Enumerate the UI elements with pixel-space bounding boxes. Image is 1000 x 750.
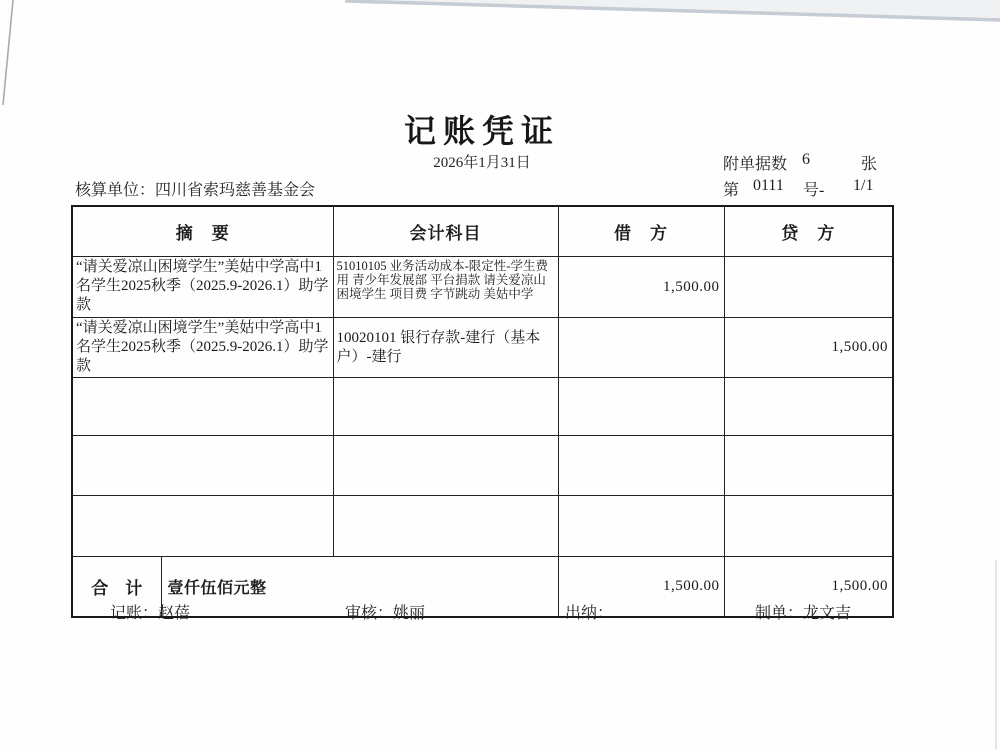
debit-cell: 1,500.00 <box>558 257 724 318</box>
account-cell: 51010105 业务活动成本-限定性-学生费用 青少年发展部 平台捐款 请关爱凉山困境学生 项目费 字节跳动 美姑中学 <box>333 257 558 318</box>
voucher-number: 0111 <box>753 177 784 194</box>
debit-cell <box>558 318 724 378</box>
voucher-number-prefix: 第 <box>723 182 740 199</box>
debit-cell <box>558 436 724 496</box>
total-amount-in-words: 壹仟伍佰元整 <box>161 557 558 618</box>
entry-row-empty <box>72 378 893 436</box>
signature-footer <box>0 600 1000 622</box>
reviewer-label: 审核： <box>345 605 394 622</box>
credit-cell <box>724 436 893 496</box>
bookkeeper-name: 赵蓓 <box>158 605 191 622</box>
attachment-count-unit: 张 <box>861 156 878 173</box>
credit-cell <box>724 378 893 436</box>
voucher-number-suffix: 号- <box>803 182 825 199</box>
credit-cell: 1,500.00 <box>724 318 893 378</box>
attachment-count-value: 6 <box>802 151 810 168</box>
attachment-count-label: 附单据数 <box>723 156 788 173</box>
reviewer-name: 姚丽 <box>393 605 426 622</box>
summary-cell <box>72 496 333 557</box>
cashier-signature <box>565 600 613 623</box>
summary-cell: “请关爱凉山困境学生”美姑中学高中1名学生2025秋季（2025.9-2026.1）助学款 <box>72 257 333 318</box>
header-debit: 借 方 <box>558 206 724 257</box>
credit-cell <box>724 257 893 318</box>
account-cell <box>333 436 558 496</box>
accounting-unit-name: 四川省索玛慈善基金会 <box>155 182 316 199</box>
voucher-date: 2026年1月31日 <box>433 155 531 171</box>
total-debit-cell: 1,500.00 <box>558 557 724 618</box>
preparer-label: 制单： <box>755 605 804 622</box>
credit-cell <box>724 496 893 557</box>
reviewer-signature <box>345 600 425 623</box>
header-summary: 摘 要 <box>72 206 333 257</box>
summary-cell <box>72 436 333 496</box>
paper-left-edge <box>3 0 13 105</box>
header-row <box>72 206 893 257</box>
entry-row <box>72 318 893 378</box>
total-label: 合 计 <box>72 557 161 618</box>
preparer-name: 龙文吉 <box>803 605 852 622</box>
summary-cell <box>72 378 333 436</box>
entry-row-empty <box>72 436 893 496</box>
scanner-background-corner <box>345 0 1000 20</box>
paper-top-edge <box>345 1 1000 20</box>
preparer-signature <box>755 600 851 623</box>
voucher-page-indicator: 1/1 <box>853 177 874 194</box>
debit-cell <box>558 378 724 436</box>
account-cell: 10020101 银行存款-建行（基本户）-建行 <box>333 318 558 378</box>
cashier-label: 出纳： <box>565 605 614 622</box>
summary-cell: “请关爱凉山困境学生”美姑中学高中1名学生2025秋季（2025.9-2026.1）助学款 <box>72 318 333 378</box>
entry-row-empty <box>72 496 893 557</box>
voucher-table <box>71 205 894 618</box>
accounting-unit-label: 核算单位： <box>75 182 156 199</box>
debit-cell <box>558 496 724 557</box>
total-credit-cell: 1,500.00 <box>724 557 893 618</box>
header-account: 会计科目 <box>333 206 558 257</box>
voucher-title: 记账凭证 <box>403 113 560 149</box>
bookkeeper-label: 记账： <box>110 605 159 622</box>
account-cell <box>333 496 558 557</box>
header-credit: 贷 方 <box>724 206 893 257</box>
entry-row <box>72 257 893 318</box>
account-cell <box>333 378 558 436</box>
bookkeeper-signature <box>110 600 190 623</box>
